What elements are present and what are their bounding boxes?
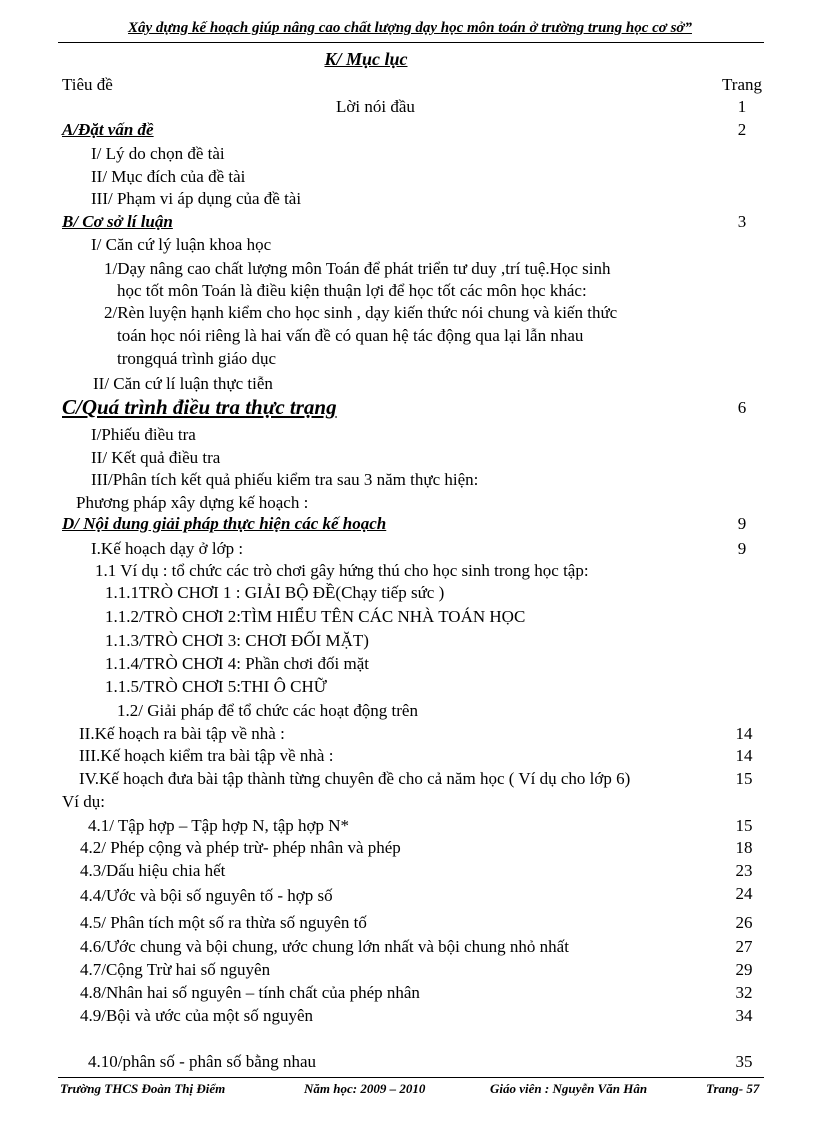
toc-entry: 2/Rèn luyện hạnh kiểm cho học sinh , dạy kiến thức nói chung và kiến thức xyxy=(104,303,618,322)
toc-entry: 1.1 Ví dụ : tổ chức các trò chơi gây hứng thú cho học sinh trong học tập: xyxy=(95,561,589,580)
toc-page-number: 2 xyxy=(737,120,747,139)
toc-page-number: 27 xyxy=(735,937,753,956)
toc-entry: Lời nói đầu xyxy=(336,97,415,116)
toc-page-number: 29 xyxy=(735,960,753,979)
toc-entry: III/ Phạm vi áp dụng của đề tài xyxy=(91,189,302,208)
footer-rule xyxy=(58,1077,764,1078)
footer-teacher: Giáo viên : Nguyễn Văn Hân xyxy=(490,1081,648,1096)
toc-page-number: 9 xyxy=(737,539,747,558)
toc-section-heading: C/Quá trình điều tra thực trạng xyxy=(62,395,337,419)
toc-page-number: 26 xyxy=(735,913,753,932)
toc-page-number: 3 xyxy=(737,212,747,231)
toc-section-heading: A/Đặt vấn đề xyxy=(62,120,154,139)
toc-section-heading: D/ Nội dung giải pháp thực hiện các kế hoạch xyxy=(62,514,387,533)
toc-entry: Ví dụ: xyxy=(62,792,105,811)
toc-page-number: 35 xyxy=(735,1052,753,1071)
toc-page-number: 15 xyxy=(735,816,753,835)
column-label-title: Tiêu đề xyxy=(62,75,113,94)
toc-page-number: 14 xyxy=(735,746,753,765)
toc-entry: I/ Căn cứ lý luận khoa học xyxy=(91,235,272,254)
toc-section-heading: B/ Cơ sở lí luận xyxy=(62,212,173,231)
toc-entry: 4.4/Ước và bội số nguyên tố - hợp số xyxy=(80,886,333,905)
toc-entry: II/ Kết quả điều tra xyxy=(91,448,221,467)
footer-school-year: Năm học: 2009 – 2010 xyxy=(304,1081,426,1096)
toc-entry: trongquá trình giáo dục xyxy=(117,349,277,368)
toc-entry: II.Kế hoạch ra bài tập về nhà : xyxy=(79,724,285,743)
toc-entry: II/ Căn cứ lí luận thực tiễn xyxy=(93,374,273,393)
footer-school: Trường THCS Đoàn Thị Điểm xyxy=(60,1081,226,1096)
running-header: Xây dựng kế hoạch giúp nâng cao chất lượng dạy học môn toán ở trường trung học cơ sở” xyxy=(128,20,692,36)
toc-entry: I.Kế hoạch dạy ở lớp : xyxy=(91,539,244,558)
toc-entry: II/ Mục đích của đề tài xyxy=(91,167,246,186)
column-label-page: Trang xyxy=(722,75,762,94)
toc-entry: 4.7/Cộng Trừ hai số nguyên xyxy=(80,960,271,979)
toc-entry: III/Phân tích kết quả phiếu kiểm tra sau 3 năm thực hiện: xyxy=(91,470,479,489)
toc-entry: 1.2/ Giải pháp để tổ chức các hoạt động trên xyxy=(117,701,418,720)
toc-entry: học tốt môn Toán là điều kiện thuận lợi để học tốt các môn học khác: xyxy=(117,281,587,300)
toc-entry: 1.1.1TRÒ CHƠI 1 : GIẢI BỘ ĐỀ(Chạy tiếp sức ) xyxy=(105,583,445,602)
toc-entry: 4.8/Nhân hai số nguyên – tính chất của phép nhân xyxy=(80,983,420,1002)
toc-entry: 1.1.2/TRÒ CHƠI 2:TÌM HIỂU TÊN CÁC NHÀ TOÁN HỌC xyxy=(105,607,526,626)
toc-entry: IV.Kế hoạch đưa bài tập thành từng chuyên đề cho cả năm học ( Ví dụ cho lớp 6) xyxy=(79,769,631,788)
toc-entry: 1.1.5/TRÒ CHƠI 5:THI Ô CHỮ xyxy=(105,677,327,696)
toc-entry: 4.9/Bội và ước của một số nguyên xyxy=(80,1006,314,1025)
toc-page-number: 32 xyxy=(735,983,753,1002)
toc-entry: 4.6/Ước chung và bội chung, ước chung lớn nhất và bội chung nhỏ nhất xyxy=(80,937,569,956)
toc-entry: 1.1.4/TRÒ CHƠI 4: Phần chơi đối mặt xyxy=(105,654,369,673)
toc-page-number: 14 xyxy=(735,724,753,743)
toc-title: K/ Mục lục xyxy=(324,49,408,69)
toc-entry: 1/Dạy nâng cao chất lượng môn Toán để phát triển tư duy ,trí tuệ.Học sinh xyxy=(104,259,611,278)
header-rule xyxy=(58,42,764,43)
toc-entry: 4.5/ Phân tích một số ra thừa số nguyên tố xyxy=(80,913,367,932)
footer-page-number: Trang- 57 xyxy=(706,1081,760,1096)
toc-page-number: 15 xyxy=(735,769,753,788)
toc-entry: 1.1.3/TRÒ CHƠI 3: CHƠI ĐỐI MẶT) xyxy=(105,631,369,650)
toc-entry: Phương pháp xây dựng kế hoạch : xyxy=(76,493,309,512)
toc-page-number: 1 xyxy=(737,97,747,116)
toc-entry: III.Kế hoạch kiểm tra bài tập về nhà : xyxy=(79,746,334,765)
toc-page-number: 23 xyxy=(735,861,753,880)
toc-page-number: 9 xyxy=(737,514,747,533)
toc-entry: 4.1/ Tập hợp – Tập hợp N, tập hợp N* xyxy=(88,816,350,835)
toc-entry: I/ Lý do chọn đề tài xyxy=(91,144,225,163)
toc-entry: 4.2/ Phép cộng và phép trừ- phép nhân và phép xyxy=(80,838,401,857)
toc-page-number: 34 xyxy=(735,1006,753,1025)
toc-page-number: 24 xyxy=(735,884,753,903)
toc-entry: 4.10/phân số - phân số bằng nhau xyxy=(88,1052,317,1071)
toc-page-number: 6 xyxy=(737,398,747,417)
toc-entry: 4.3/Dấu hiệu chia hết xyxy=(80,861,226,880)
toc-entry: I/Phiếu điều tra xyxy=(91,425,196,444)
toc-entry: toán học nói riêng là hai vấn đề có quan hệ tác động qua lại lẫn nhau xyxy=(117,326,584,345)
toc-page-number: 18 xyxy=(735,838,753,857)
